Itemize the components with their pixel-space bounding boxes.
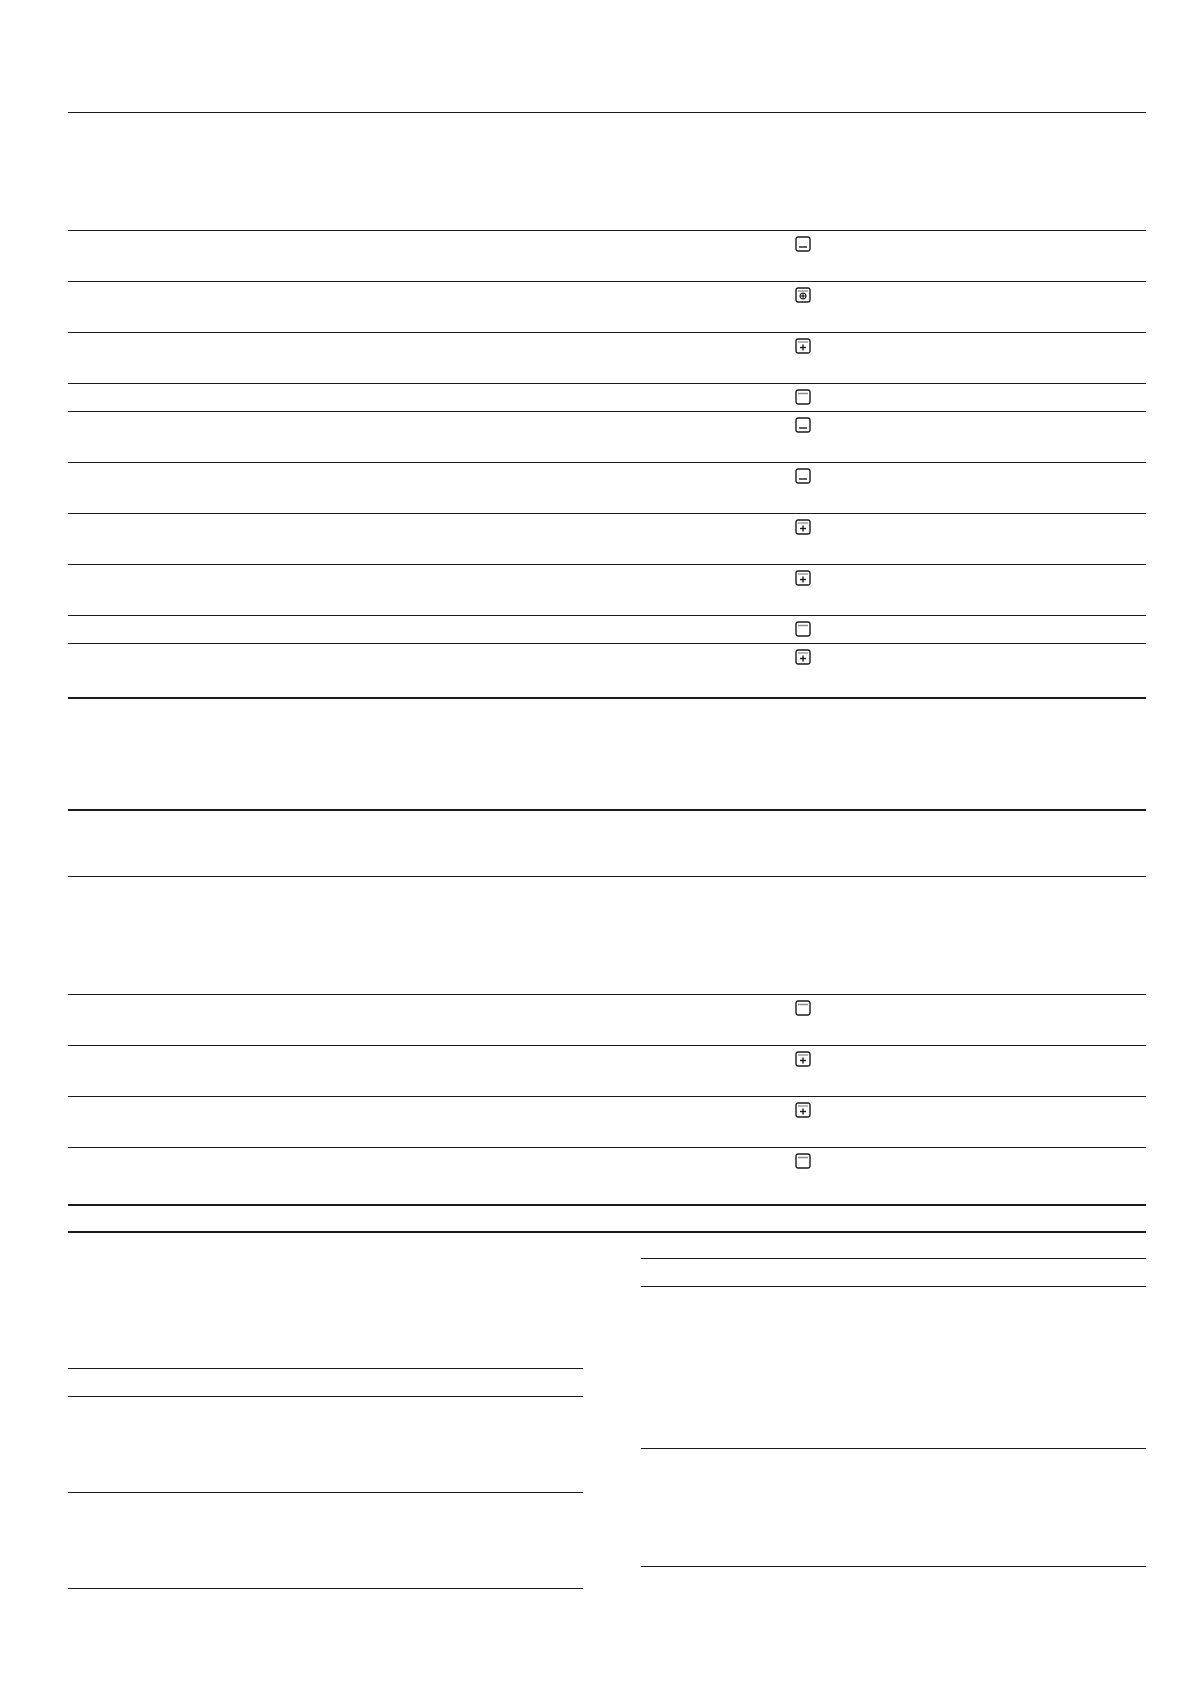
table-row	[641, 1448, 1146, 1566]
table-row	[68, 411, 1146, 462]
top-bottom-heat-icon	[795, 468, 811, 484]
table-row	[68, 332, 1146, 383]
table-header	[68, 876, 1146, 994]
circotherm-hot-air-icon	[795, 570, 811, 586]
lower-right-table	[641, 1258, 1146, 1570]
top-bottom-heat-icon	[795, 236, 811, 252]
section-rule	[68, 1231, 1146, 1233]
circotherm-hot-air-icon	[795, 338, 811, 354]
table-header	[68, 1368, 583, 1396]
full-surface-grill-icon	[795, 389, 811, 405]
circotherm-hot-air-icon	[795, 649, 811, 665]
table-row	[68, 383, 1146, 411]
table-row	[641, 1286, 1146, 1448]
circotherm-hot-air-icon	[795, 1102, 811, 1118]
table-row	[68, 615, 1146, 643]
table-row	[68, 462, 1146, 513]
top-bottom-heat-icon	[795, 417, 811, 433]
table-bottom-rule	[68, 697, 1146, 699]
section-separator	[68, 1231, 1146, 1233]
hot-air-grill-icon	[795, 287, 811, 303]
table-row	[68, 1396, 583, 1492]
full-surface-grill-icon	[795, 621, 811, 637]
table-row	[68, 1096, 1146, 1147]
lower-left-table	[68, 1368, 583, 1592]
table-row	[68, 994, 1146, 1045]
table-bottom-rule	[641, 1566, 1146, 1567]
full-surface-grill-icon	[795, 1000, 811, 1016]
table-row	[68, 1492, 583, 1588]
table-bottom-rule	[68, 1204, 1146, 1206]
circotherm-hot-air-icon	[795, 1051, 811, 1067]
table-row-sub-header	[68, 809, 1146, 876]
table-bottom-rule	[68, 1588, 583, 1589]
table-row	[68, 230, 1146, 281]
settings-table-main	[68, 112, 1146, 698]
table-row	[68, 513, 1146, 564]
settings-table-second	[68, 809, 1146, 1206]
table-row	[68, 281, 1146, 332]
table-row	[68, 643, 1146, 694]
table-row	[68, 1045, 1146, 1096]
table-header	[68, 112, 1146, 230]
table-row	[68, 1147, 1146, 1198]
table-row	[68, 564, 1146, 615]
circotherm-hot-air-icon	[795, 519, 811, 535]
table-header	[641, 1258, 1146, 1286]
full-surface-grill-icon	[795, 1153, 811, 1169]
